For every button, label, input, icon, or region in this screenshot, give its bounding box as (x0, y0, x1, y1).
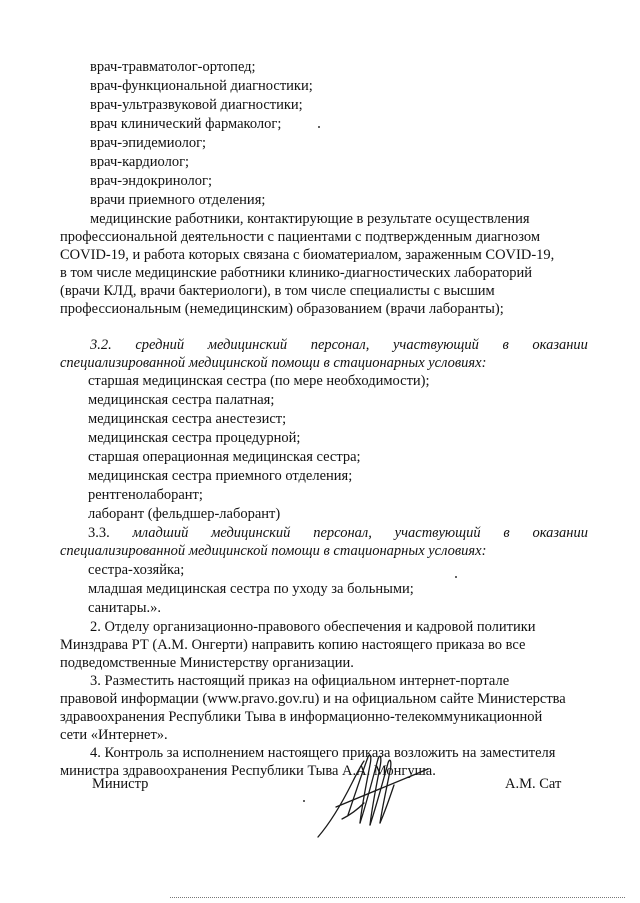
paragraph-line: COVID-19, и работа которых связана с биоматериалом, зараженным COVID-19, (60, 247, 555, 263)
heading-word: оказании (532, 337, 588, 353)
list-item: сестра-хозяйка; (88, 562, 185, 578)
footer-divider (170, 897, 625, 898)
paragraph-line: медицинские работники, контактирующие в результате осуществления (90, 211, 530, 227)
section-heading-line: специализированной медицинской помощи в стационарных условиях: (60, 355, 487, 371)
heading-word: 3.2. (90, 337, 112, 353)
paragraph-line: сети «Интернет». (60, 727, 168, 743)
section-heading-line: специализированной медицинской помощи в стационарных условиях: (60, 543, 487, 559)
heading-word: участвующий (392, 337, 479, 353)
mark-dot (318, 126, 320, 128)
list-item: медицинская сестра процедурной; (88, 430, 301, 446)
list-item: врач-функциональной диагностики; (90, 78, 313, 94)
list-item: врач-эндокринолог; (90, 173, 213, 189)
heading-word: медицинский (207, 337, 288, 353)
list-item: младшая медицинская сестра по уходу за больными; (88, 581, 414, 597)
paragraph-line: Минздрава РТ (А.М. Онгерти) направить копию настоящего приказа во все (60, 637, 526, 653)
list-item: старшая медицинская сестра (по мере необходимости); (88, 373, 430, 389)
paragraph-line: (врачи КЛД, врачи бактериологи), в том числе специалисты с высшим (60, 283, 495, 299)
paragraph-line: 3. Разместить настоящий приказ на официальном интернет-портале (90, 673, 510, 689)
mark-dot (303, 800, 305, 802)
heading-word: младший (132, 525, 189, 541)
list-item: врач-травматолог-ортопед; (90, 59, 256, 75)
list-item: санитары.». (88, 600, 162, 616)
paragraph-line: министра здравоохранения Республики Тыва А.А. Монгуша. (60, 763, 436, 779)
heading-word: в (502, 337, 509, 353)
signer-name: А.М. Сат (505, 776, 562, 792)
heading-word: в (503, 525, 510, 541)
signer-title: Министр (92, 776, 149, 792)
list-item: медицинская сестра палатная; (88, 392, 275, 408)
mark-dot (455, 576, 457, 578)
section-heading (88, 525, 588, 542)
paragraph-line: здравоохранения Республики Тыва в информационно-телекоммуникационной (60, 709, 543, 725)
paragraph-line: профессиональным (немедицинским) образованием (врачи лаборанты); (60, 301, 504, 317)
heading-word: оказании (532, 525, 588, 541)
paragraph-line: 2. Отделу организационно-правового обеспечения и кадровой политики (90, 619, 536, 635)
heading-word: 3.3. (88, 525, 110, 541)
list-item: медицинская сестра приемного отделения; (88, 468, 353, 484)
heading-word: персонал, (313, 525, 372, 541)
list-item: врачи приемного отделения; (90, 192, 266, 208)
paragraph-line: подведомственные Министерству организации. (60, 655, 354, 671)
paragraph-line: 4. Контроль за исполнением настоящего приказа возложить на заместителя (90, 745, 556, 761)
list-item: врач-эпидемиолог; (90, 135, 207, 151)
list-item: рентгенолаборант; (88, 487, 203, 503)
list-item: старшая операционная медицинская сестра; (88, 449, 361, 465)
list-item: медицинская сестра анестезист; (88, 411, 287, 427)
heading-word: медицинский (211, 525, 291, 541)
heading-word: участвующий (394, 525, 481, 541)
heading-word: средний (135, 337, 185, 353)
list-item: врач-ультразвуковой диагностики; (90, 97, 303, 113)
paragraph-line: правовой информации (www.pravo.gov.ru) и на официальном сайте Министерства (60, 691, 566, 707)
paragraph-line: в том числе медицинские работники клинико-диагностических лабораторий (60, 265, 533, 281)
heading-word: персонал, (310, 337, 370, 353)
paragraph-line: профессиональной деятельности с пациентами с подтвержденным диагнозом (60, 229, 541, 245)
list-item: врач-кардиолог; (90, 154, 190, 170)
list-item: врач клинический фармаколог; (90, 116, 282, 132)
list-item: лаборант (фельдшер-лаборант) (88, 506, 281, 522)
handwritten-signature (290, 745, 440, 840)
section-heading (90, 337, 588, 354)
